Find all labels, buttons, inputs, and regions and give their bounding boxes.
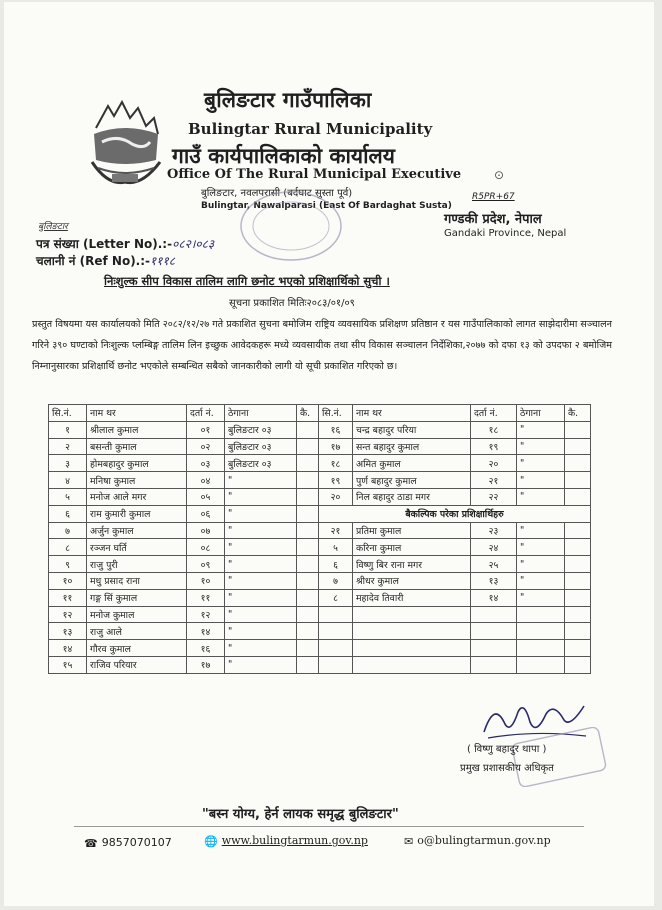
right-remark (565, 472, 591, 489)
table-row (49, 656, 591, 673)
office-title-en: Office Of The Rural Municipal Executive (167, 167, 462, 182)
right-sn: २० (319, 488, 353, 505)
letter-number-label: पत्र संख्या (Letter No).:- (36, 237, 173, 251)
left-sn: ३ (49, 455, 87, 472)
alt-addr: " (517, 572, 565, 589)
left-name: राजु पुरी (87, 556, 187, 573)
signatory-name: ( विष्णु बहादुर थापा ) (467, 744, 547, 755)
left-reg: १७ (187, 656, 225, 673)
table-row (49, 589, 591, 606)
right-remark (565, 438, 591, 455)
right-addr: " (517, 488, 565, 505)
empty-cell (471, 606, 517, 623)
footer-phone (84, 836, 172, 850)
left-reg: १६ (187, 640, 225, 657)
left-sn: ७ (49, 522, 87, 539)
col-remark: कै. (297, 405, 319, 422)
left-sn: १३ (49, 623, 87, 640)
trainee-table (48, 404, 591, 674)
left-addr: " (225, 505, 297, 522)
left-reg: ०१ (187, 421, 225, 438)
left-remark (297, 505, 319, 522)
table-row (49, 522, 591, 539)
left-remark (297, 640, 319, 657)
left-remark (297, 572, 319, 589)
municipality-title-np: बुलिङटार गाउँपालिका (204, 88, 372, 112)
footer-website[interactable] (204, 834, 368, 848)
left-name: होमबहादुर कुमाल (87, 455, 187, 472)
right-reg: २० (471, 455, 517, 472)
alt-addr: " (517, 522, 565, 539)
right-reg: १८ (471, 421, 517, 438)
left-reg: ०७ (187, 522, 225, 539)
right-reg: २२ (471, 488, 517, 505)
left-addr: " (225, 606, 297, 623)
left-name: गङ्ग सिं कुमाल (87, 589, 187, 606)
left-reg: १४ (187, 623, 225, 640)
table-row (49, 640, 591, 657)
empty-cell (471, 623, 517, 640)
left-name: मनोज आले मगर (87, 488, 187, 505)
empty-cell (353, 623, 471, 640)
left-name: राजु आले (87, 623, 187, 640)
left-addr: " (225, 656, 297, 673)
left-addr: " (225, 589, 297, 606)
alt-remark (565, 589, 591, 606)
reference-number-label: चलानी नं (Ref No).:- (36, 254, 151, 268)
alt-remark (565, 572, 591, 589)
left-reg: ०६ (187, 505, 225, 522)
col-reg: दर्ता नं. (471, 405, 517, 422)
left-reg: ०३ (187, 455, 225, 472)
right-addr: " (517, 472, 565, 489)
empty-cell (319, 606, 353, 623)
table-row (49, 488, 591, 505)
right-remark (565, 488, 591, 505)
left-remark (297, 455, 319, 472)
empty-cell (319, 640, 353, 657)
left-reg: ०९ (187, 556, 225, 573)
left-name: श्रीलाल कुमाल (87, 421, 187, 438)
notice-body: प्रस्तुत विषयमा यस कार्यालयको मिति २०८२/१२/२७ गते प्रकाशित सुचना बमोजिम राष्ट्रिय व्यवसायिक प्रशिक्षण प्रतिष्ठान र यस गाउँपालिकाको लागत साझेदारीमा सञ्चालन गरिने ३९० घण्टाको निःशुल्क प्लम्बिङ्ग तालिम लिन इच्छुक आवेदकहरू मध्ये व्यवसायीक तथा सीप विकास सञ्चालन निर्देशिका,२०७७ को दफा १३ को उपदफा २ बमोजिम निम्नानुसारका प्रशिक्षार्थि छनोट भएकोले सम्बन्धित सबैको जानकारीको लागी यो सूची प्रकाशित गरिएको छ। (32, 319, 612, 372)
address-en: Bulingtar, Nawalparasi (East Of Bardaghat Susta) (201, 201, 452, 211)
alt-reg: १३ (471, 572, 517, 589)
empty-cell (517, 606, 565, 623)
alt-name: श्रीधर कुमाल (353, 572, 471, 589)
letter-number (36, 235, 214, 252)
left-remark (297, 522, 319, 539)
left-sn: १५ (49, 656, 87, 673)
left-remark (297, 623, 319, 640)
plus-code: R5PR+67 (472, 192, 515, 202)
left-reg: ११ (187, 589, 225, 606)
col-remark: कै. (565, 405, 591, 422)
left-name: गौरव कुमाल (87, 640, 187, 657)
empty-cell (565, 606, 591, 623)
alt-remark (565, 522, 591, 539)
empty-cell (471, 656, 517, 673)
letter-number-value: ०८२।०८३ (172, 237, 215, 251)
left-name: बसन्ती कुमाल (87, 438, 187, 455)
alt-name: महादेव तिवारी (353, 589, 471, 606)
left-remark (297, 589, 319, 606)
left-addr: बुलिङटार ०३ (225, 438, 297, 455)
left-name: राम कुमारी कुमाल (87, 505, 187, 522)
left-name: मनिषा कुमाल (87, 472, 187, 489)
left-reg: ०५ (187, 488, 225, 505)
province-en: Gandaki Province, Nepal (444, 228, 567, 239)
alt-sn: ७ (319, 572, 353, 589)
empty-cell (517, 640, 565, 657)
left-reg: ०८ (187, 539, 225, 556)
col-name: नाम थर (87, 405, 187, 422)
left-addr: बुलिङटार ०३ (225, 455, 297, 472)
published-date: सूचना प्रकाशित मितिः२०८३/०१/०९ (229, 298, 355, 309)
notice-subject: निःशुल्क सीप विकास तालिम लागि छनोट भएको प्रशिक्षार्थिको सुची । (104, 274, 390, 288)
alt-sn: ६ (319, 556, 353, 573)
col-sn: सि.नं. (49, 405, 87, 422)
left-addr: " (225, 623, 297, 640)
table-row (49, 472, 591, 489)
office-title-np: गाउँ कार्यपालिकाको कार्यालय (172, 144, 395, 168)
alt-reg: २३ (471, 522, 517, 539)
footer-email[interactable] (404, 834, 551, 848)
left-addr: " (225, 556, 297, 573)
right-sn: १८ (319, 455, 353, 472)
left-addr: " (225, 572, 297, 589)
municipality-title-en: Bulingtar Rural Municipality (188, 120, 433, 138)
empty-cell (353, 606, 471, 623)
col-sn: सि.नं. (319, 405, 353, 422)
right-addr: " (517, 455, 565, 472)
table-row (49, 606, 591, 623)
reference-number-value: १११८ (150, 254, 175, 268)
phone-icon: ☎ (84, 836, 98, 850)
alternates-heading: बैकल्पिक परेका प्रशिक्षार्थिहरु (319, 505, 591, 522)
table-row (49, 505, 591, 522)
left-remark (297, 472, 319, 489)
table-row (49, 455, 591, 472)
letter-page (4, 2, 654, 906)
left-sn: १ (49, 421, 87, 438)
alt-addr: " (517, 556, 565, 573)
alt-reg: १४ (471, 589, 517, 606)
empty-cell (353, 656, 471, 673)
right-sn: १९ (319, 472, 353, 489)
address-np: बुलिङटार, नवलपरासी (बर्दघाट सुस्ता पूर्व) (201, 188, 353, 199)
left-remark (297, 438, 319, 455)
left-remark (297, 606, 319, 623)
alt-sn: ८ (319, 589, 353, 606)
col-address: ठेगाना (517, 405, 565, 422)
nepal-emblem-icon (88, 98, 162, 190)
left-sn: १० (49, 572, 87, 589)
table-row (49, 539, 591, 556)
table-row (49, 623, 591, 640)
alt-sn: २१ (319, 522, 353, 539)
province-np: गण्डकी प्रदेश, नेपाल (444, 212, 542, 227)
table-row (49, 438, 591, 455)
office-stamp-icon (236, 186, 346, 266)
empty-cell (517, 656, 565, 673)
alt-addr: " (517, 539, 565, 556)
left-reg: ०२ (187, 438, 225, 455)
footer-slogan: "बस्न योग्य, हेर्न लायक समृद्ध बुलिङटार" (202, 807, 399, 822)
left-sn: ८ (49, 539, 87, 556)
left-addr: " (225, 522, 297, 539)
left-sn: ६ (49, 505, 87, 522)
left-sn: २ (49, 438, 87, 455)
location-pin-icon: ⊙ (494, 168, 505, 182)
email-link[interactable]: o@bulingtarmun.gov.np (417, 834, 551, 847)
empty-cell (319, 656, 353, 673)
right-reg: २१ (471, 472, 517, 489)
left-sn: १२ (49, 606, 87, 623)
left-sn: ९ (49, 556, 87, 573)
left-name: मधु प्रसाद राना (87, 572, 187, 589)
left-name: रञ्जन घर्ति (87, 539, 187, 556)
alt-remark (565, 539, 591, 556)
alt-sn: ५ (319, 539, 353, 556)
left-remark (297, 656, 319, 673)
alt-remark (565, 556, 591, 573)
right-addr: " (517, 438, 565, 455)
empty-cell (471, 640, 517, 657)
left-name: मनोज कुमाल (87, 606, 187, 623)
left-sn: ५ (49, 488, 87, 505)
left-sn: ११ (49, 589, 87, 606)
left-addr: " (225, 488, 297, 505)
empty-cell (319, 623, 353, 640)
right-reg: १९ (471, 438, 517, 455)
right-name: निल बहादुर ठाडा मगर (353, 488, 471, 505)
alt-name: विष्णु बिर राना मगर (353, 556, 471, 573)
signatory-title: प्रमुख प्रशासकीय अधिकृत (460, 763, 554, 774)
alt-reg: २५ (471, 556, 517, 573)
table-row (49, 421, 591, 438)
right-sn: १७ (319, 438, 353, 455)
alt-name: प्रतिमा कुमाल (353, 522, 471, 539)
right-remark (565, 421, 591, 438)
right-name: सन्त बहादुर कुमाल (353, 438, 471, 455)
reference-number (36, 252, 175, 269)
left-addr: " (225, 472, 297, 489)
left-remark (297, 539, 319, 556)
phone-number: 9857070107 (101, 836, 172, 849)
col-address: ठेगाना (225, 405, 297, 422)
left-remark (297, 556, 319, 573)
col-reg: दर्ता नं. (187, 405, 225, 422)
left-reg: १० (187, 572, 225, 589)
footer-divider (74, 826, 584, 827)
left-sn: ४ (49, 472, 87, 489)
left-name: राजिव परियार (87, 656, 187, 673)
left-name: अर्जुन कुमाल (87, 522, 187, 539)
empty-cell (353, 640, 471, 657)
official-seal-icon (509, 727, 609, 787)
col-name: नाम थर (353, 405, 471, 422)
right-addr: " (517, 421, 565, 438)
left-addr: " (225, 539, 297, 556)
mail-icon: ✉ (404, 834, 414, 848)
trainee-table-body (49, 421, 591, 673)
alt-reg: २४ (471, 539, 517, 556)
left-sn: १४ (49, 640, 87, 657)
table-row (49, 556, 591, 573)
alt-name: करिना कुमाल (353, 539, 471, 556)
left-remark (297, 421, 319, 438)
empty-cell (565, 656, 591, 673)
left-addr: " (225, 640, 297, 657)
website-link[interactable]: www.bulingtarmun.gov.np (221, 834, 368, 847)
table-header-row (49, 405, 591, 422)
left-reg: ०४ (187, 472, 225, 489)
left-remark (297, 488, 319, 505)
right-sn: १६ (319, 421, 353, 438)
right-remark (565, 455, 591, 472)
empty-cell (565, 640, 591, 657)
left-addr: बुलिङटार ०३ (225, 421, 297, 438)
right-name: अमित कुमाल (353, 455, 471, 472)
empty-cell (565, 623, 591, 640)
right-name: पुर्ण बहादुर कुमाल (353, 472, 471, 489)
right-name: चन्द्र बहादुर परिया (353, 421, 471, 438)
globe-icon: 🌐 (204, 834, 218, 848)
letter-location: बुलिङटार (38, 222, 68, 232)
empty-cell (517, 623, 565, 640)
alt-addr: " (517, 589, 565, 606)
left-reg: १२ (187, 606, 225, 623)
table-row (49, 572, 591, 589)
